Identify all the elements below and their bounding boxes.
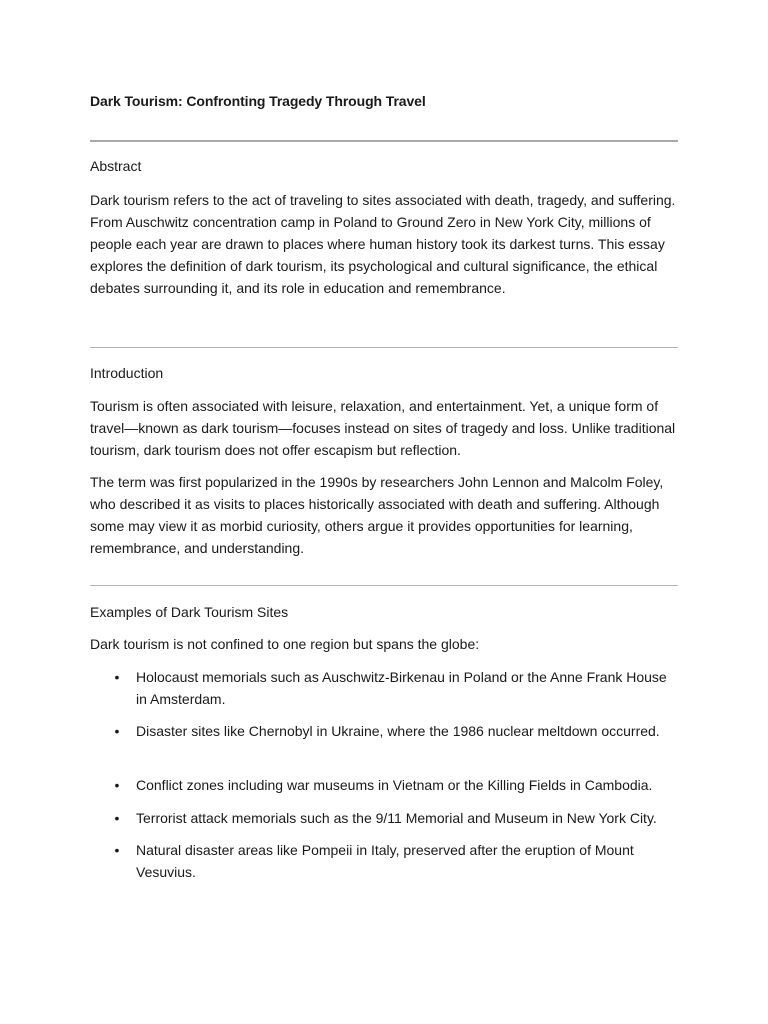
bullet-icon: • [114, 842, 120, 858]
bullet-icon: • [114, 810, 120, 826]
bullet-icon: • [114, 777, 120, 793]
list-item-text: Natural disaster areas like Pompeii in Italy, preserved after the eruption of Mount Vesuvius. [136, 842, 634, 880]
abstract-paragraph: Dark tourism refers to the act of traveling to sites associated with death, tragedy, and suffering. From Auschwitz concentration camp in Poland to Ground Zero in New York City, millions of people each year are drawn to places where human history took its darkest turns. This essay explores the definition of dark tourism, its psychological and cultural significance, the ethical debates surrounding it, and its role in education and remembrance. [90, 192, 676, 296]
list-item-text: Disaster sites like Chernobyl in Ukraine, where the 1986 nuclear meltdown occurred. [136, 723, 660, 739]
bullet-icon: • [114, 669, 120, 685]
examples-intro: Dark tourism is not confined to one region but spans the globe: [90, 636, 480, 652]
list-item [90, 720, 660, 742]
introduction-heading: Introduction [90, 365, 164, 381]
bullet-icon: • [114, 723, 120, 739]
list-item [90, 807, 657, 829]
abstract-heading: Abstract [90, 158, 142, 174]
introduction-paragraph-1: Tourism is often associated with leisure, relaxation, and entertainment. Yet, a unique form of travel—known as dark tourism—focuses instead on sites of tragedy and loss. Unlike traditional tourism, dark tourism does not offer escapism but reflection. [90, 398, 676, 458]
examples-heading: Examples of Dark Tourism Sites [90, 604, 289, 620]
introduction-paragraph-2: The term was first popularized in the 1990s by researchers John Lennon and Malcolm Foley, who described it as visits to places historically associated with death and suffering. Although some may view it as morbid curiosity, others argue it provides opportunities for learning, remembrance, and understanding. [90, 474, 664, 556]
list-item-text: Terrorist attack memorials such as the 9/11 Memorial and Museum in New York City. [136, 810, 657, 826]
document-title: Dark Tourism: Confronting Tragedy Through Travel [90, 93, 426, 109]
title-divider [90, 140, 678, 142]
section-divider-introduction [90, 585, 678, 586]
section-divider-abstract [90, 347, 678, 348]
list-item-text: Holocaust memorials such as Auschwitz-Birkenau in Poland or the Anne Frank House in Amsterdam. [136, 669, 667, 707]
list-item [90, 774, 652, 796]
list-item [90, 666, 678, 710]
list-item [90, 839, 678, 883]
list-item-text: Conflict zones including war museums in Vietnam or the Killing Fields in Cambodia. [136, 777, 653, 793]
